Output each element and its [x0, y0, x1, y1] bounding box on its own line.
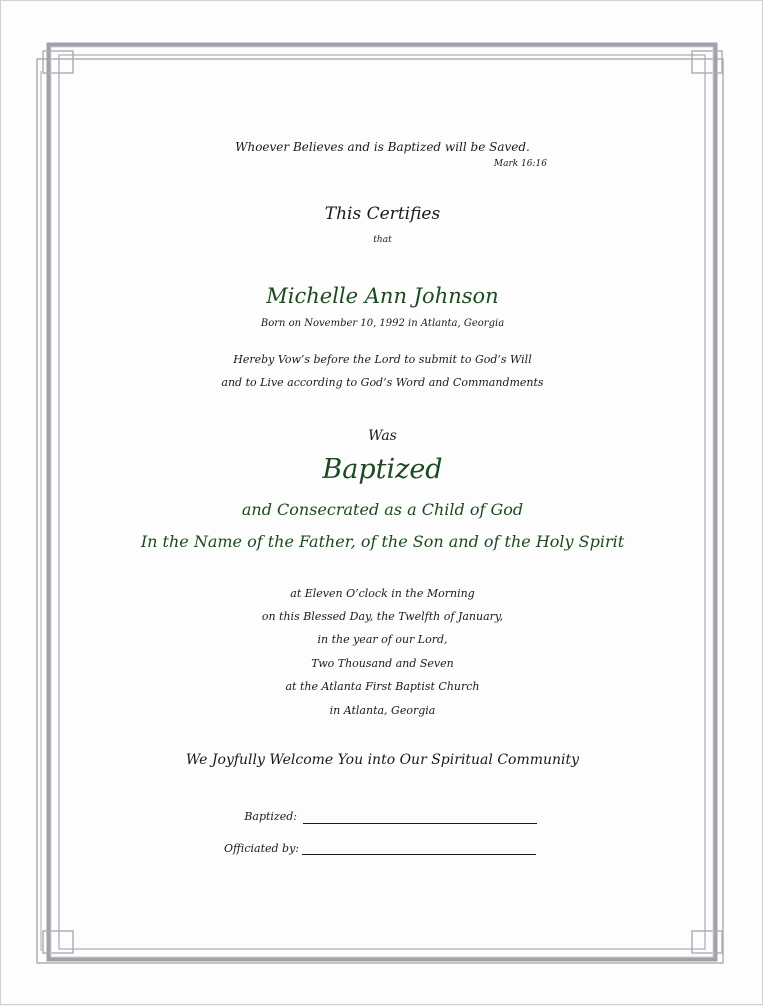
verse-text: Whoever Believes and is Baptized will be Saved.: [235, 140, 530, 154]
detail-line: in the year of our Lord,: [317, 633, 448, 646]
verse-reference: Mark 16:16: [493, 159, 547, 169]
vow-line-2: and to Live according to God’s Word and Commandments: [221, 376, 544, 389]
vow-line-1: Hereby Vow’s before the Lord to submit to God’s Will: [233, 353, 532, 366]
officiated-signature-line: [302, 854, 536, 855]
certifies-heading: This Certifies: [324, 204, 441, 224]
welcome-line: We Joyfully Welcome You into Our Spiritual Community: [185, 752, 580, 768]
detail-line: in Atlanta, Georgia: [329, 704, 436, 717]
baptized-signature-label: Baptized:: [244, 810, 297, 823]
was-text: Was: [368, 428, 397, 444]
detail-line: Two Thousand and Seven: [311, 657, 454, 670]
officiated-signature-label: Officiated by:: [224, 842, 299, 855]
that-text: that: [373, 235, 392, 245]
consecrated-line: and Consecrated as a Child of God: [241, 500, 524, 519]
detail-line: at the Atlanta First Baptist Church: [285, 680, 480, 693]
recipient-name: Michelle Ann Johnson: [266, 284, 499, 308]
detail-line: at Eleven O’clock in the Morning: [290, 587, 475, 600]
baptized-signature-line: [303, 823, 537, 824]
trinity-line: In the Name of the Father, of the Son and of the Holy Spirit: [140, 532, 625, 551]
detail-line: on this Blessed Day, the Twelfth of January,: [261, 610, 504, 623]
baptized-title: Baptized: [322, 454, 443, 485]
birth-info: Born on November 10, 1992 in Atlanta, Georgia: [260, 318, 505, 329]
